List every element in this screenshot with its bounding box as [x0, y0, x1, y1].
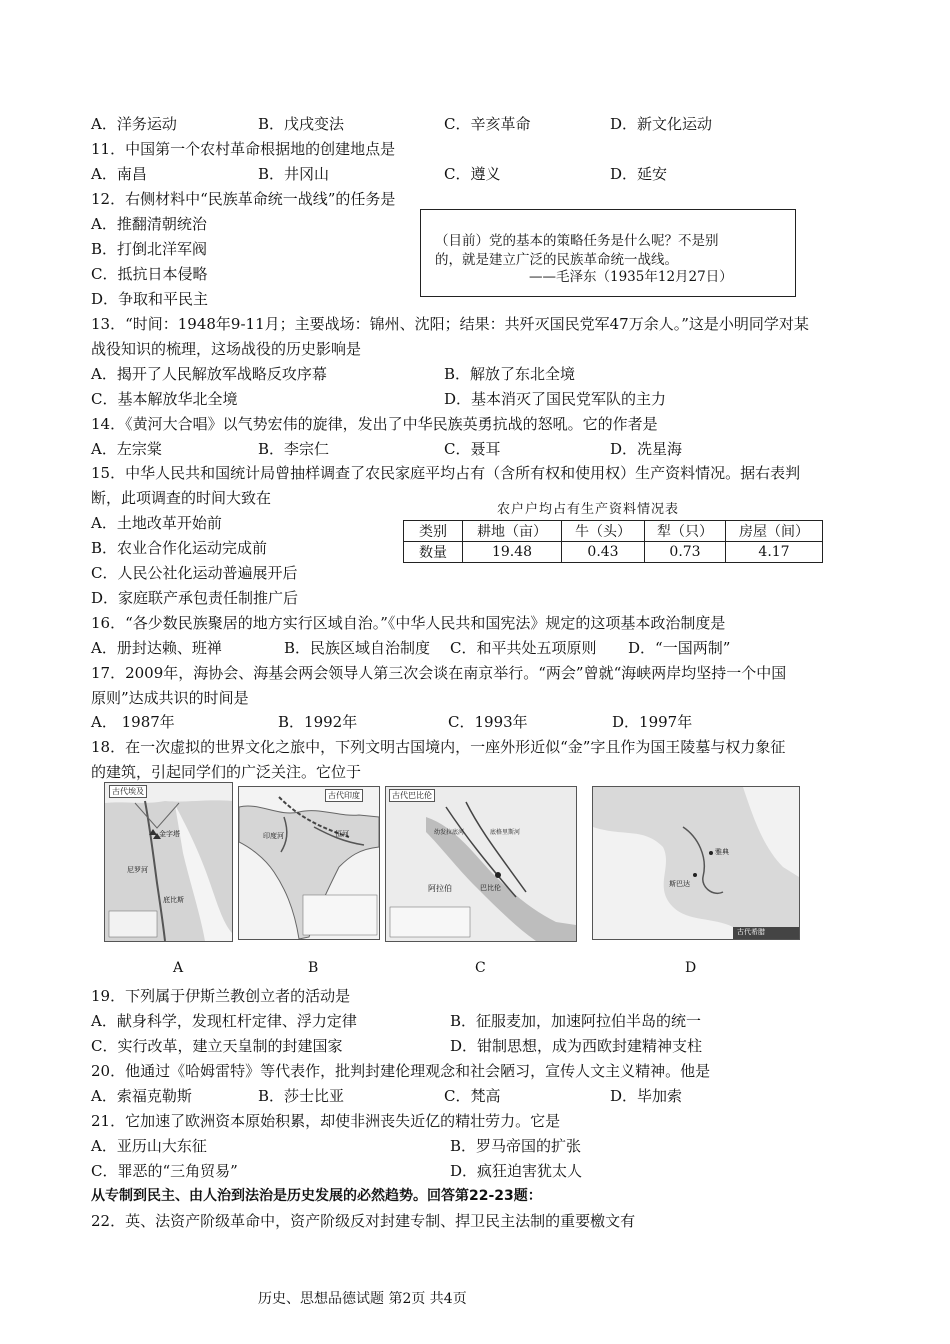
q14-option-d: D．冼星海: [610, 440, 683, 458]
q11-option-a: A．南昌: [91, 165, 147, 183]
q10-option-c: C．辛亥革命: [444, 115, 531, 133]
q19-option-a: A．献身科学，发现杠杆定律、浮力定律: [91, 1012, 357, 1030]
q15-stem-line-2: 断，此项调查的时间大致在: [91, 489, 272, 507]
table-header-cell: 房屋（间）: [726, 521, 823, 542]
table-header-cell: 耕地（亩）: [463, 521, 562, 542]
q14-option-a: A．左宗棠: [91, 440, 162, 458]
table-cell: 0.43: [562, 542, 645, 563]
q13-option-a: A．揭开了人民解放军战略反攻序幕: [91, 365, 327, 383]
table-header-row: [404, 521, 823, 542]
q19-option-c: C．实行改革，建立天皇制的封建国家: [91, 1037, 343, 1055]
table-header-cell: 犁（只）: [645, 521, 726, 542]
q20-option-a: A．索福克勒斯: [91, 1087, 192, 1105]
q12-option-b: B．打倒北洋军阀: [91, 240, 208, 258]
map-a-place: 金字塔: [159, 830, 180, 838]
table-cell: 数量: [404, 542, 463, 563]
q15-stem-line-1: 15．中华人民共和国统计局曾抽样调查了农民家庭平均占有（含所有权和使用权）生产资料情况。据右表判: [91, 464, 801, 482]
map-d-title: 古代希腊: [737, 928, 765, 936]
q10-option-b: B．戊戌变法: [258, 115, 345, 133]
map-label-a: A: [173, 960, 184, 976]
q16-stem: 16．“各少数民族聚居的地方实行区域自治。”《中华人民共和国宪法》规定的这项基本政治制度是: [91, 614, 726, 632]
map-b-title: 古代印度: [325, 789, 363, 802]
q15-option-d: D．家庭联产承包责任制推广后: [91, 589, 299, 607]
map-c-place: 底格里斯河: [490, 829, 521, 836]
table-data-row: [404, 542, 823, 563]
q17-option-b: B．1992年: [278, 713, 358, 731]
map-a-place: 尼罗河: [127, 866, 148, 874]
map-c-place: 幼发拉底河: [434, 829, 465, 836]
q20-option-d: D．毕加索: [610, 1087, 683, 1105]
q13-stem-line-2: 战役知识的梳理，这场战役的历史影响是: [91, 340, 362, 358]
q14-option-c: C．聂耳: [444, 440, 501, 458]
map-c-place: 阿拉伯: [428, 884, 452, 893]
q17-option-c: C．1993年: [448, 713, 528, 731]
map-label-d: D: [685, 960, 697, 976]
map-b-place: 印度河: [263, 832, 284, 840]
table-title: 农户户均占有生产资料情况表: [497, 502, 680, 517]
q15-option-c: C．人民公社化运动普遍展开后: [91, 564, 298, 582]
map-a-place: 底比斯: [163, 896, 184, 904]
q18-stem-line-2: 的建筑，引起同学们的广泛关注。它位于: [91, 763, 362, 781]
q13-stem-line-1: 13．“时间：1948年9-11月；主要战场：锦州、沈阳；结果：共歼灭国民党军47万余人。”这是小明同学对某: [91, 315, 809, 333]
table-header-cell: 类别: [404, 521, 463, 542]
q11-option-b: B．井冈山: [258, 165, 330, 183]
q17-option-d: D．1997年: [612, 713, 693, 731]
map-ancient-greece: [592, 786, 800, 940]
q19-option-b: B．征服麦加，加速阿拉伯半岛的统一: [450, 1012, 702, 1030]
q17-option-a: A． 1987年: [91, 713, 175, 731]
q12-stem: 12．右侧材料中“民族革命统一战线”的任务是: [91, 190, 396, 208]
q20-stem: 20．他通过《哈姆雷特》等代表作，批判封建伦理观念和社会陋习，宣传人文主义精神。他是: [91, 1062, 711, 1080]
q12-quote-box: [420, 209, 796, 297]
q20-option-c: C．梵高: [444, 1087, 501, 1105]
q21-option-a: A．亚历山大东征: [91, 1137, 207, 1155]
quote-source: ——毛泽东（1935年12月27日）: [529, 269, 733, 285]
quote-line-1: （目前）党的基本的策略任务是什么呢？不是别: [435, 233, 719, 249]
q19-stem: 19．下列属于伊斯兰教创立者的活动是: [91, 987, 351, 1005]
q11-option-d: D．延安: [610, 165, 668, 183]
map-label-b: B: [308, 960, 319, 976]
q11-stem: 11．中国第一个农村革命根据地的创建地点是: [91, 140, 396, 158]
q22-stem: 22．英、法资产阶级革命中，资产阶级反对封建专制、捍卫民主法制的重要檄文有: [91, 1212, 636, 1230]
q12-option-c: C．抵抗日本侵略: [91, 265, 208, 283]
q15-option-a: A．土地改革开始前: [91, 514, 222, 532]
q16-option-a: A．册封达赖、班禅: [91, 639, 222, 657]
q12-option-a: A．推翻清朝统治: [91, 215, 207, 233]
table-cell: 0.73: [645, 542, 726, 563]
q17-stem-line-2: 原则”达成共识的时间是: [91, 689, 249, 707]
table-header-cell: 牛（头）: [562, 521, 645, 542]
section-note: 从专制到民主、由人治到法治是历史发展的必然趋势。回答第22-23题：: [91, 1188, 542, 1204]
q12-option-d: D．争取和平民主: [91, 290, 209, 308]
q13-option-d: D．基本消灭了国民党军队的主力: [444, 390, 667, 408]
quote-line-2: 的，就是建立广泛的民族革命统一战线。: [435, 252, 678, 268]
q14-stem: 14．《黄河大合唱》以气势宏伟的旋律，发出了中华民族英勇抗战的怒吼。它的作者是: [91, 415, 658, 433]
q21-option-b: B．罗马帝国的扩张: [450, 1137, 582, 1155]
q15-option-b: B．农业合作化运动完成前: [91, 539, 268, 557]
table-cell: 19.48: [463, 542, 562, 563]
map-a-title: 古代埃及: [109, 785, 147, 798]
map-ancient-babylon: [385, 786, 577, 942]
q11-option-c: C．遵义: [444, 165, 501, 183]
q13-option-b: B．解放了东北全境: [444, 365, 576, 383]
map-ancient-egypt: [104, 782, 233, 942]
map-d-place: 雅典: [715, 848, 729, 856]
q16-option-c: C．和平共处五项原则: [450, 639, 597, 657]
q16-option-b: B．民族区域自治制度: [284, 639, 431, 657]
q18-stem-line-1: 18．在一次虚拟的世界文化之旅中，下列文明古国境内，一座外形近似“金”字且作为国王陵墓与权力象征: [91, 738, 786, 756]
q21-stem: 21．它加速了欧洲资本原始积累，却使非洲丧失近亿的精壮劳力。它是: [91, 1112, 561, 1130]
q20-option-b: B．莎士比亚: [258, 1087, 345, 1105]
table-cell: 4.17: [726, 542, 823, 563]
map-c-title: 古代巴比伦: [389, 789, 435, 802]
q10-option-a: A．洋务运动: [91, 115, 177, 133]
map-d-place: 斯巴达: [669, 880, 690, 888]
map-c-place: 巴比伦: [480, 884, 501, 892]
q19-option-d: D．钳制思想，成为西欧封建精神支柱: [450, 1037, 703, 1055]
map-label-c: C: [475, 960, 486, 976]
q21-option-d: D．疯狂迫害犹太人: [450, 1162, 583, 1180]
page-footer: 历史、思想品德试题 第2页 共4页: [258, 1291, 467, 1307]
q21-option-c: C．罪恶的“三角贸易”: [91, 1162, 238, 1180]
q10-option-d: D．新文化运动: [610, 115, 713, 133]
q16-option-d: D．“一国两制”: [628, 639, 731, 657]
q17-stem-line-1: 17．2009年，海协会、海基会两会领导人第三次会谈在南京举行。“两会”曾就“海峡两岸均坚持一个中国: [91, 664, 787, 682]
q13-option-c: C．基本解放华北全境: [91, 390, 238, 408]
means-of-production-table: [403, 520, 823, 563]
map-ancient-india: [238, 786, 380, 940]
map-b-place: 恒河: [335, 830, 349, 838]
q14-option-b: B．李宗仁: [258, 440, 330, 458]
